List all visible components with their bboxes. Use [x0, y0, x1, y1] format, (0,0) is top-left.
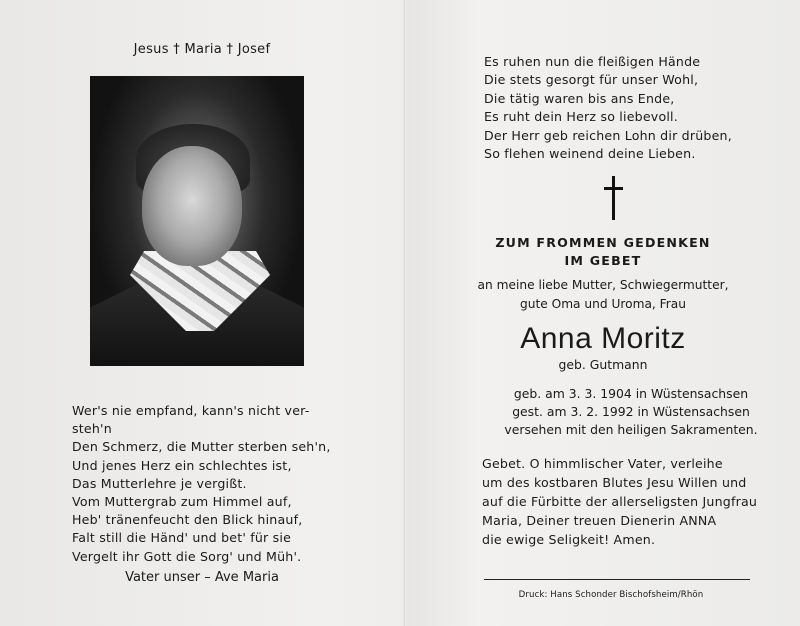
memorial-heading [406, 234, 800, 270]
poem-line: Falt still die Händ' und bet' für sie [72, 530, 292, 546]
dedication-line: an meine liebe Mutter, Schwiegermutter, [477, 278, 729, 292]
poem-line: Heb' tränenfeucht den Blick hinauf, [72, 512, 303, 528]
maiden-name: geb. Gutmann [558, 357, 648, 372]
poem-right [484, 53, 784, 163]
prayer-line: um des kostbaren Blutes Jesu Willen und [482, 475, 747, 490]
divider-rule [484, 579, 750, 580]
cross-icon [602, 176, 626, 220]
prayer-text [482, 454, 794, 549]
prayer-footer: Vater unser – Ave Maria [125, 570, 279, 585]
date-line: geb. am 3. 3. 1904 in Wüstensachsen [513, 386, 749, 401]
poem-line: Es ruhen nun die fleißigen Hände [484, 54, 701, 69]
memorial-line: ZUM FROMMEN GEDENKEN [495, 235, 711, 250]
dedication [406, 276, 800, 314]
prayer-line: Gebet. O himmlischer Vater, verleihe [482, 456, 723, 471]
right-page [406, 0, 800, 626]
date-line: gest. am 3. 2. 1992 in Wüstensachsen [512, 404, 750, 419]
date-line: versehen mit den heiligen Sakramenten. [504, 422, 758, 437]
printer-credit: Druck: Hans Schonder Bischofsheim/Rhön [518, 590, 704, 600]
memorial-line: IM GEBET [564, 253, 642, 268]
poem-line: Den Schmerz, die Mutter sterben seh'n, [72, 439, 331, 455]
prayer-line: Maria, Deiner treuen Dienerin ANNA [482, 513, 717, 528]
prayer-line: auf die Fürbitte der allerseligsten Jungfrau [482, 494, 758, 509]
prayer-line: die ewige Seligkeit! Amen. [482, 532, 656, 547]
dedication-line: gute Oma und Uroma, Frau [519, 297, 686, 311]
poem-line: Vergelt ihr Gott die Sorg' und Müh'. [72, 548, 302, 564]
poem-left [72, 402, 362, 566]
poem-line: Vom Muttergrab zum Himmel auf, [72, 494, 292, 510]
poem-line: Wer's nie empfand, kann's nicht ver- [72, 403, 310, 418]
header-invocation: Jesus † Maria † Josef [133, 42, 271, 57]
poem-line: Und jenes Herz ein schlechtes ist, [72, 457, 292, 473]
photo-face [142, 146, 242, 266]
poem-line: So flehen weinend deine Lieben. [484, 146, 696, 162]
poem-line: Es ruht dein Herz so liebevoll. [484, 109, 678, 125]
deceased-name: Anna Moritz [520, 322, 686, 355]
portrait-photo [90, 76, 304, 366]
poem-line: steh'n [72, 421, 112, 437]
poem-line: Der Herr geb reichen Lohn dir drüben, [484, 127, 732, 143]
poem-line: Die tätig waren bis ans Ende, [484, 90, 675, 106]
poem-line: Die stets gesorgt für unser Wohl, [484, 72, 699, 88]
life-dates [466, 385, 796, 439]
poem-line: Das Mutterlehre je vergißt. [72, 475, 247, 491]
